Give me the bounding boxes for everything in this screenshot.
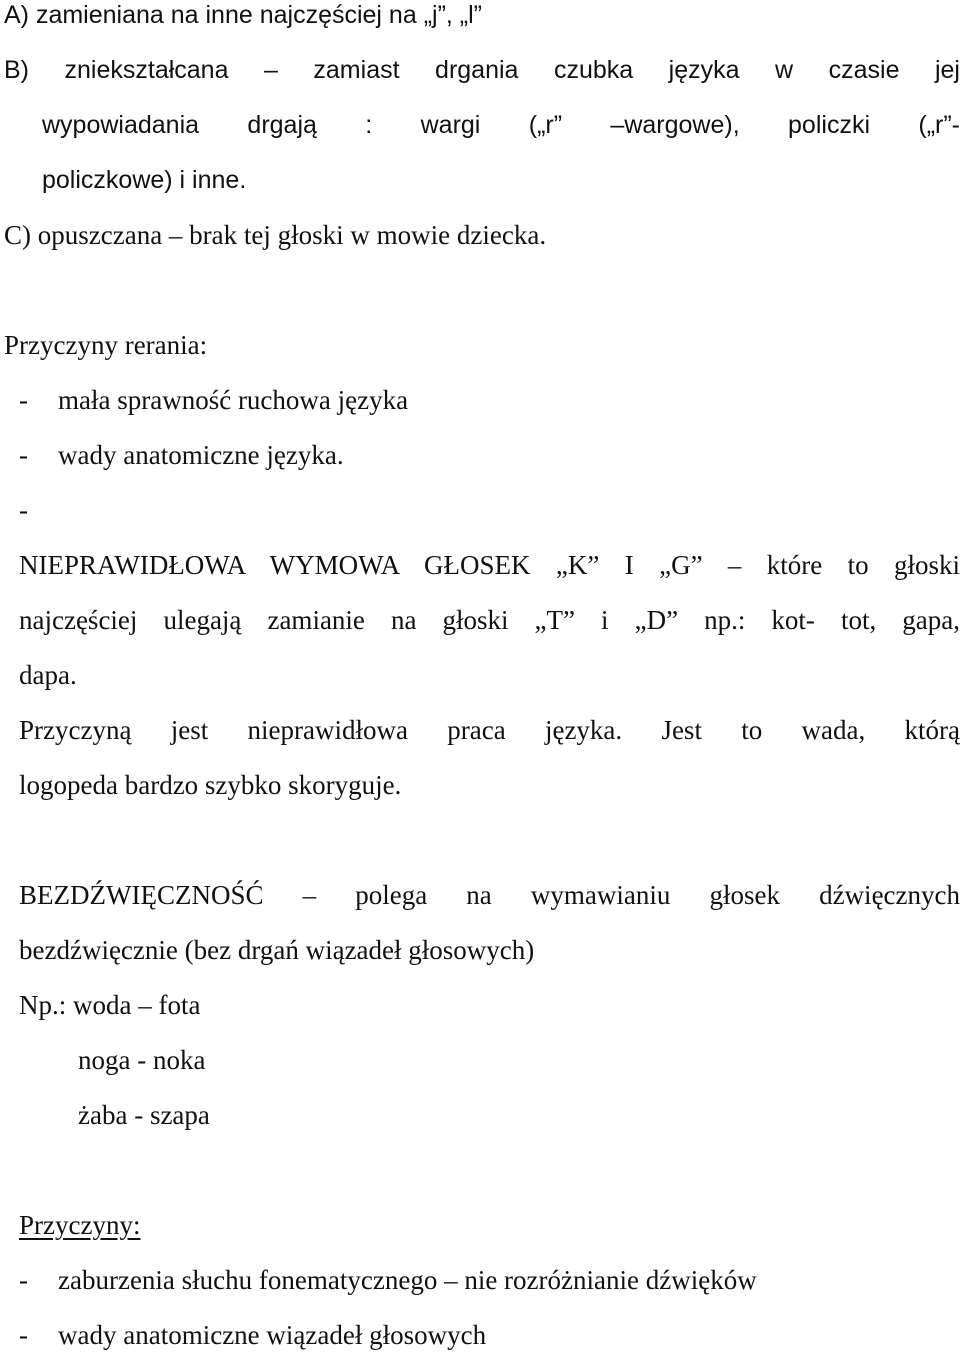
bullet-dash: -	[19, 1320, 28, 1350]
reasons-r-item-text: mała sprawność ruchowa języka	[58, 385, 409, 415]
reasons-b-item-text: wady anatomiczne wiązadeł głosowych	[58, 1320, 487, 1350]
reasons-b-heading: Przyczyny:	[19, 1210, 141, 1240]
bezd-example-2: żaba - szapa	[78, 1100, 210, 1130]
line-b1: B) zniekształcana – zamiast drgania czubka języka w czasie jej	[4, 56, 960, 84]
line-c: C) opuszczana – brak tej głoski w mowie dziecka.	[4, 220, 547, 250]
bezd-p2: bezdźwięcznie (bez drgań wiązadeł głosowych)	[19, 935, 535, 965]
reasons-r-heading: Przyczyny rerania:	[4, 330, 208, 360]
kg-p5: logopeda bardzo szybko skoryguje.	[19, 770, 402, 800]
bezd-example-0: Np.: woda – fota	[19, 990, 201, 1020]
line-a: A) zamieniana na inne najczęściej na „j”, „l”	[4, 1, 482, 29]
bullet-dash: -	[19, 440, 28, 470]
kg-p1: NIEPRAWIDŁOWA WYMOWA GŁOSEK „K” I „G” – które to głoski	[19, 550, 960, 580]
reasons-b-item-text: zaburzenia słuchu fonematycznego – nie rozróżnianie dźwięków	[58, 1265, 757, 1295]
kg-p3: dapa.	[19, 660, 77, 690]
bullet-dash: -	[19, 385, 28, 415]
bezd-p1: BEZDŹWIĘCZNOŚĆ – polega na wymawianiu głosek dźwięcznych	[19, 880, 960, 910]
kg-p2: najczęściej ulegają zamianie na głoski „T” i „D” np.: kot- tot, gapa,	[19, 605, 960, 635]
kg-p4: Przyczyną jest nieprawidłowa praca języka. Jest to wada, którą	[19, 715, 960, 745]
bezd-example-1: noga - noka	[78, 1045, 206, 1075]
bullet-dash: -	[19, 1265, 28, 1295]
line-b2: wypowiadania drgają : wargi („r” –wargowe), policzki („r”-	[42, 111, 960, 139]
bullet-dash: -	[19, 495, 28, 525]
line-b3: policzkowe) i inne.	[42, 166, 247, 194]
reasons-r-item-text: wady anatomiczne języka.	[58, 440, 344, 470]
